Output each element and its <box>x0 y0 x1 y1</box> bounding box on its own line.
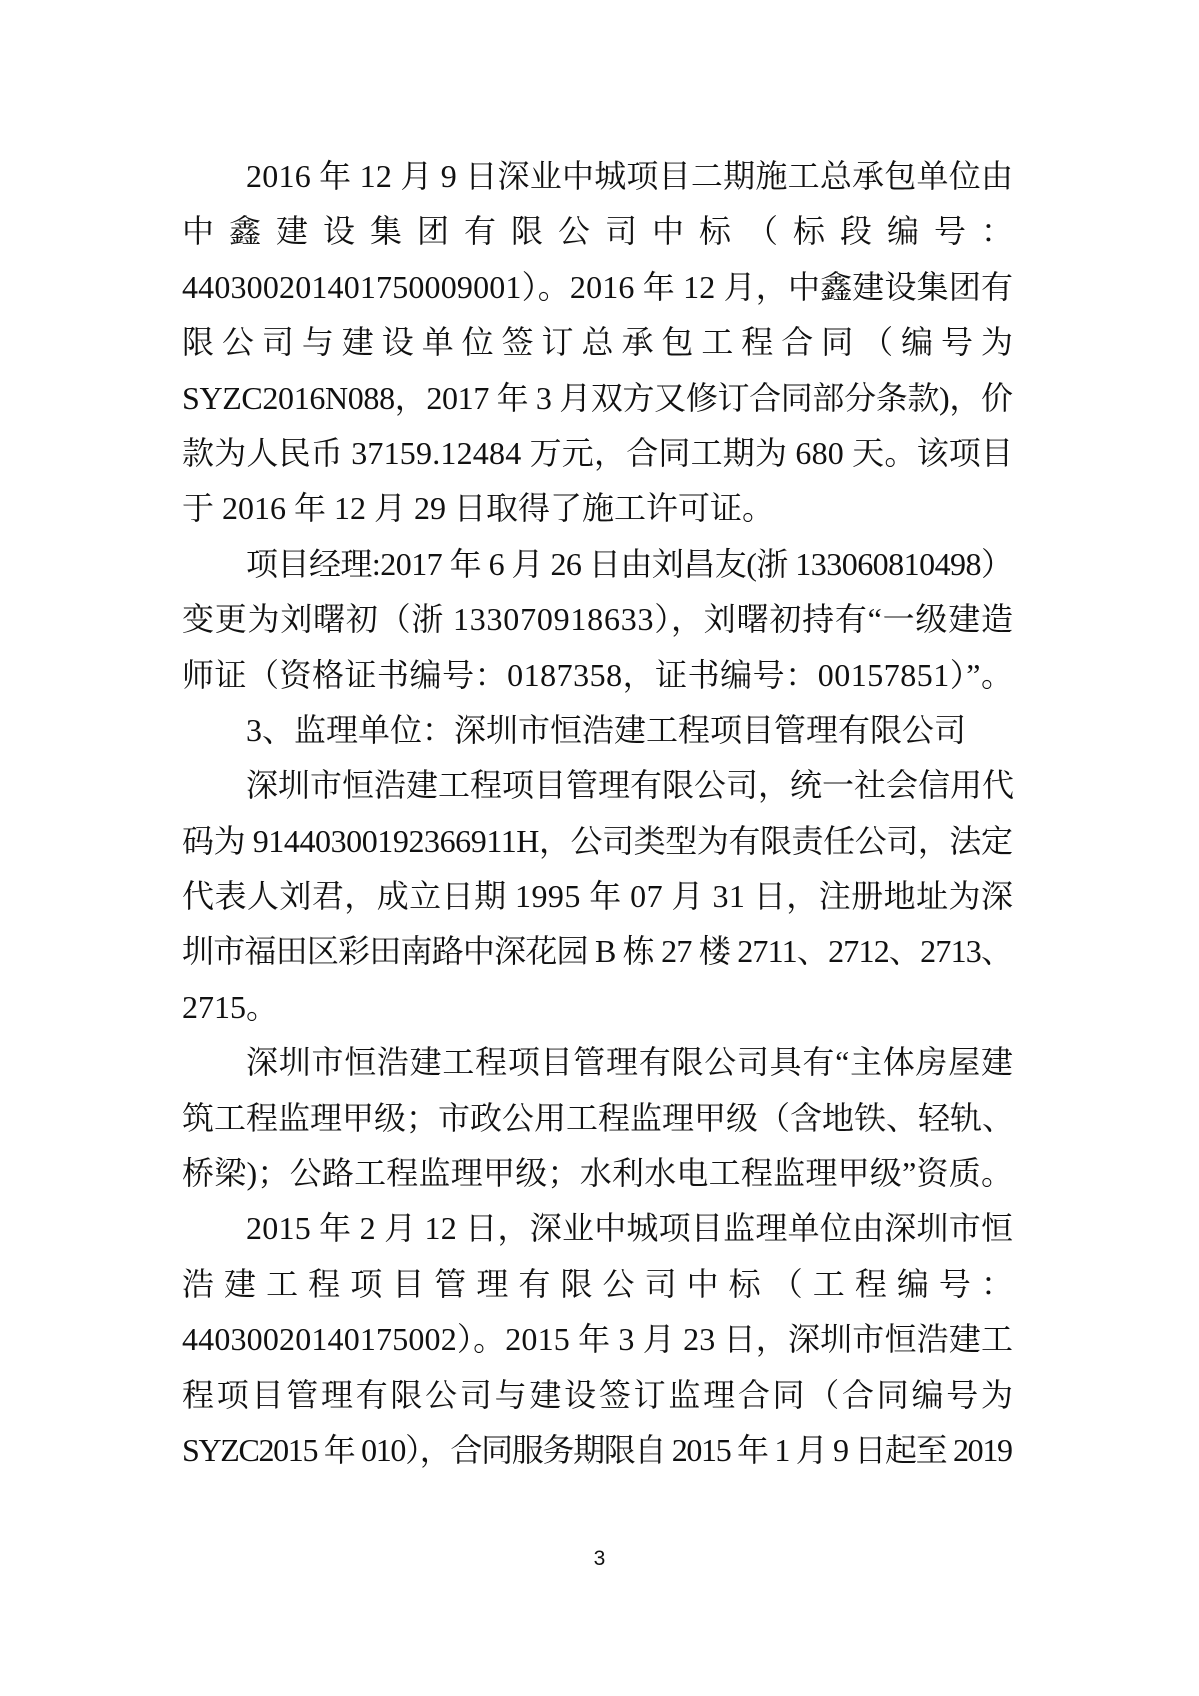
document-line: 中鑫建设集团有限公司中标（标段编号： <box>182 213 1028 250</box>
document-line: 变更为刘曙初（浙 133070918633），刘曙初持有“一级建造 <box>182 601 1014 638</box>
document-line: 限公司与建设单位签订总承包工程合同（编号为 <box>182 324 1021 361</box>
document-line: 码为 91440300192366911H，公司类型为有限责任公司，法定 <box>182 822 1013 859</box>
document-line: 师证（资格证书编号：0187358，证书编号：00157851）”。 <box>182 656 1014 693</box>
document-line: 2015 年 2 月 12 日，深业中城项目监理单位由深圳市恒 <box>246 1210 1014 1247</box>
document-line: 深圳市恒浩建工程项目管理有限公司，统一社会信用代 <box>246 767 1015 804</box>
document-line: 44030020140175002）。2015 年 3 月 23 日，深圳市恒浩建工 <box>182 1321 1014 1358</box>
document-line: 440300201401750009001）。2016 年 12 月，中鑫建设集团有 <box>182 268 1014 305</box>
document-line: 代表人刘君，成立日期 1995 年 07 月 31 日，注册地址为深 <box>182 878 1014 915</box>
document-line: 圳市福田区彩田南路中深花园 B 栋 27 楼 2711、2712、2713、 <box>182 933 1013 970</box>
document-line: 款为人民币 37159.12484 万元，合同工期为 680 天。该项目 <box>182 434 1014 471</box>
document-line: 项目经理:2017 年 6 月 26 日由刘昌友(浙 133060810498） <box>246 545 1013 582</box>
document-line: 3、监理单位：深圳市恒浩建工程项目管理有限公司 <box>246 711 967 748</box>
document-line: 浩建工程项目管理有限公司中标（工程编号： <box>182 1265 1024 1302</box>
document-line: 于 2016 年 12 月 29 日取得了施工许可证。 <box>182 490 775 527</box>
document-line: 桥梁)；公路工程监理甲级；水利水电工程监理甲级”资质。 <box>182 1155 1014 1192</box>
document-line: SYZC2015 年 010），合同服务期限自 2015 年 1 月 9 日起至 2019 <box>182 1431 1012 1468</box>
document-line: SYZC2016N088，2017 年 3 月双方又修订合同部分条款)，价 <box>182 379 1013 416</box>
document-line: 筑工程监理甲级；市政公用工程监理甲级（含地铁、轻轨、 <box>182 1099 1015 1136</box>
document-line: 程项目管理有限公司与建设签订监理合同（合同编号为 <box>182 1376 1016 1413</box>
document-line: 深圳市恒浩建工程项目管理有限公司具有“主体房屋建 <box>246 1044 1014 1081</box>
document-line: 2016 年 12 月 9 日深业中城项目二期施工总承包单位由 <box>246 158 1014 194</box>
document-line: 2715。 <box>182 988 279 1025</box>
page-number: 3 <box>593 1547 606 1570</box>
document-body <box>182 149 1028 1478</box>
